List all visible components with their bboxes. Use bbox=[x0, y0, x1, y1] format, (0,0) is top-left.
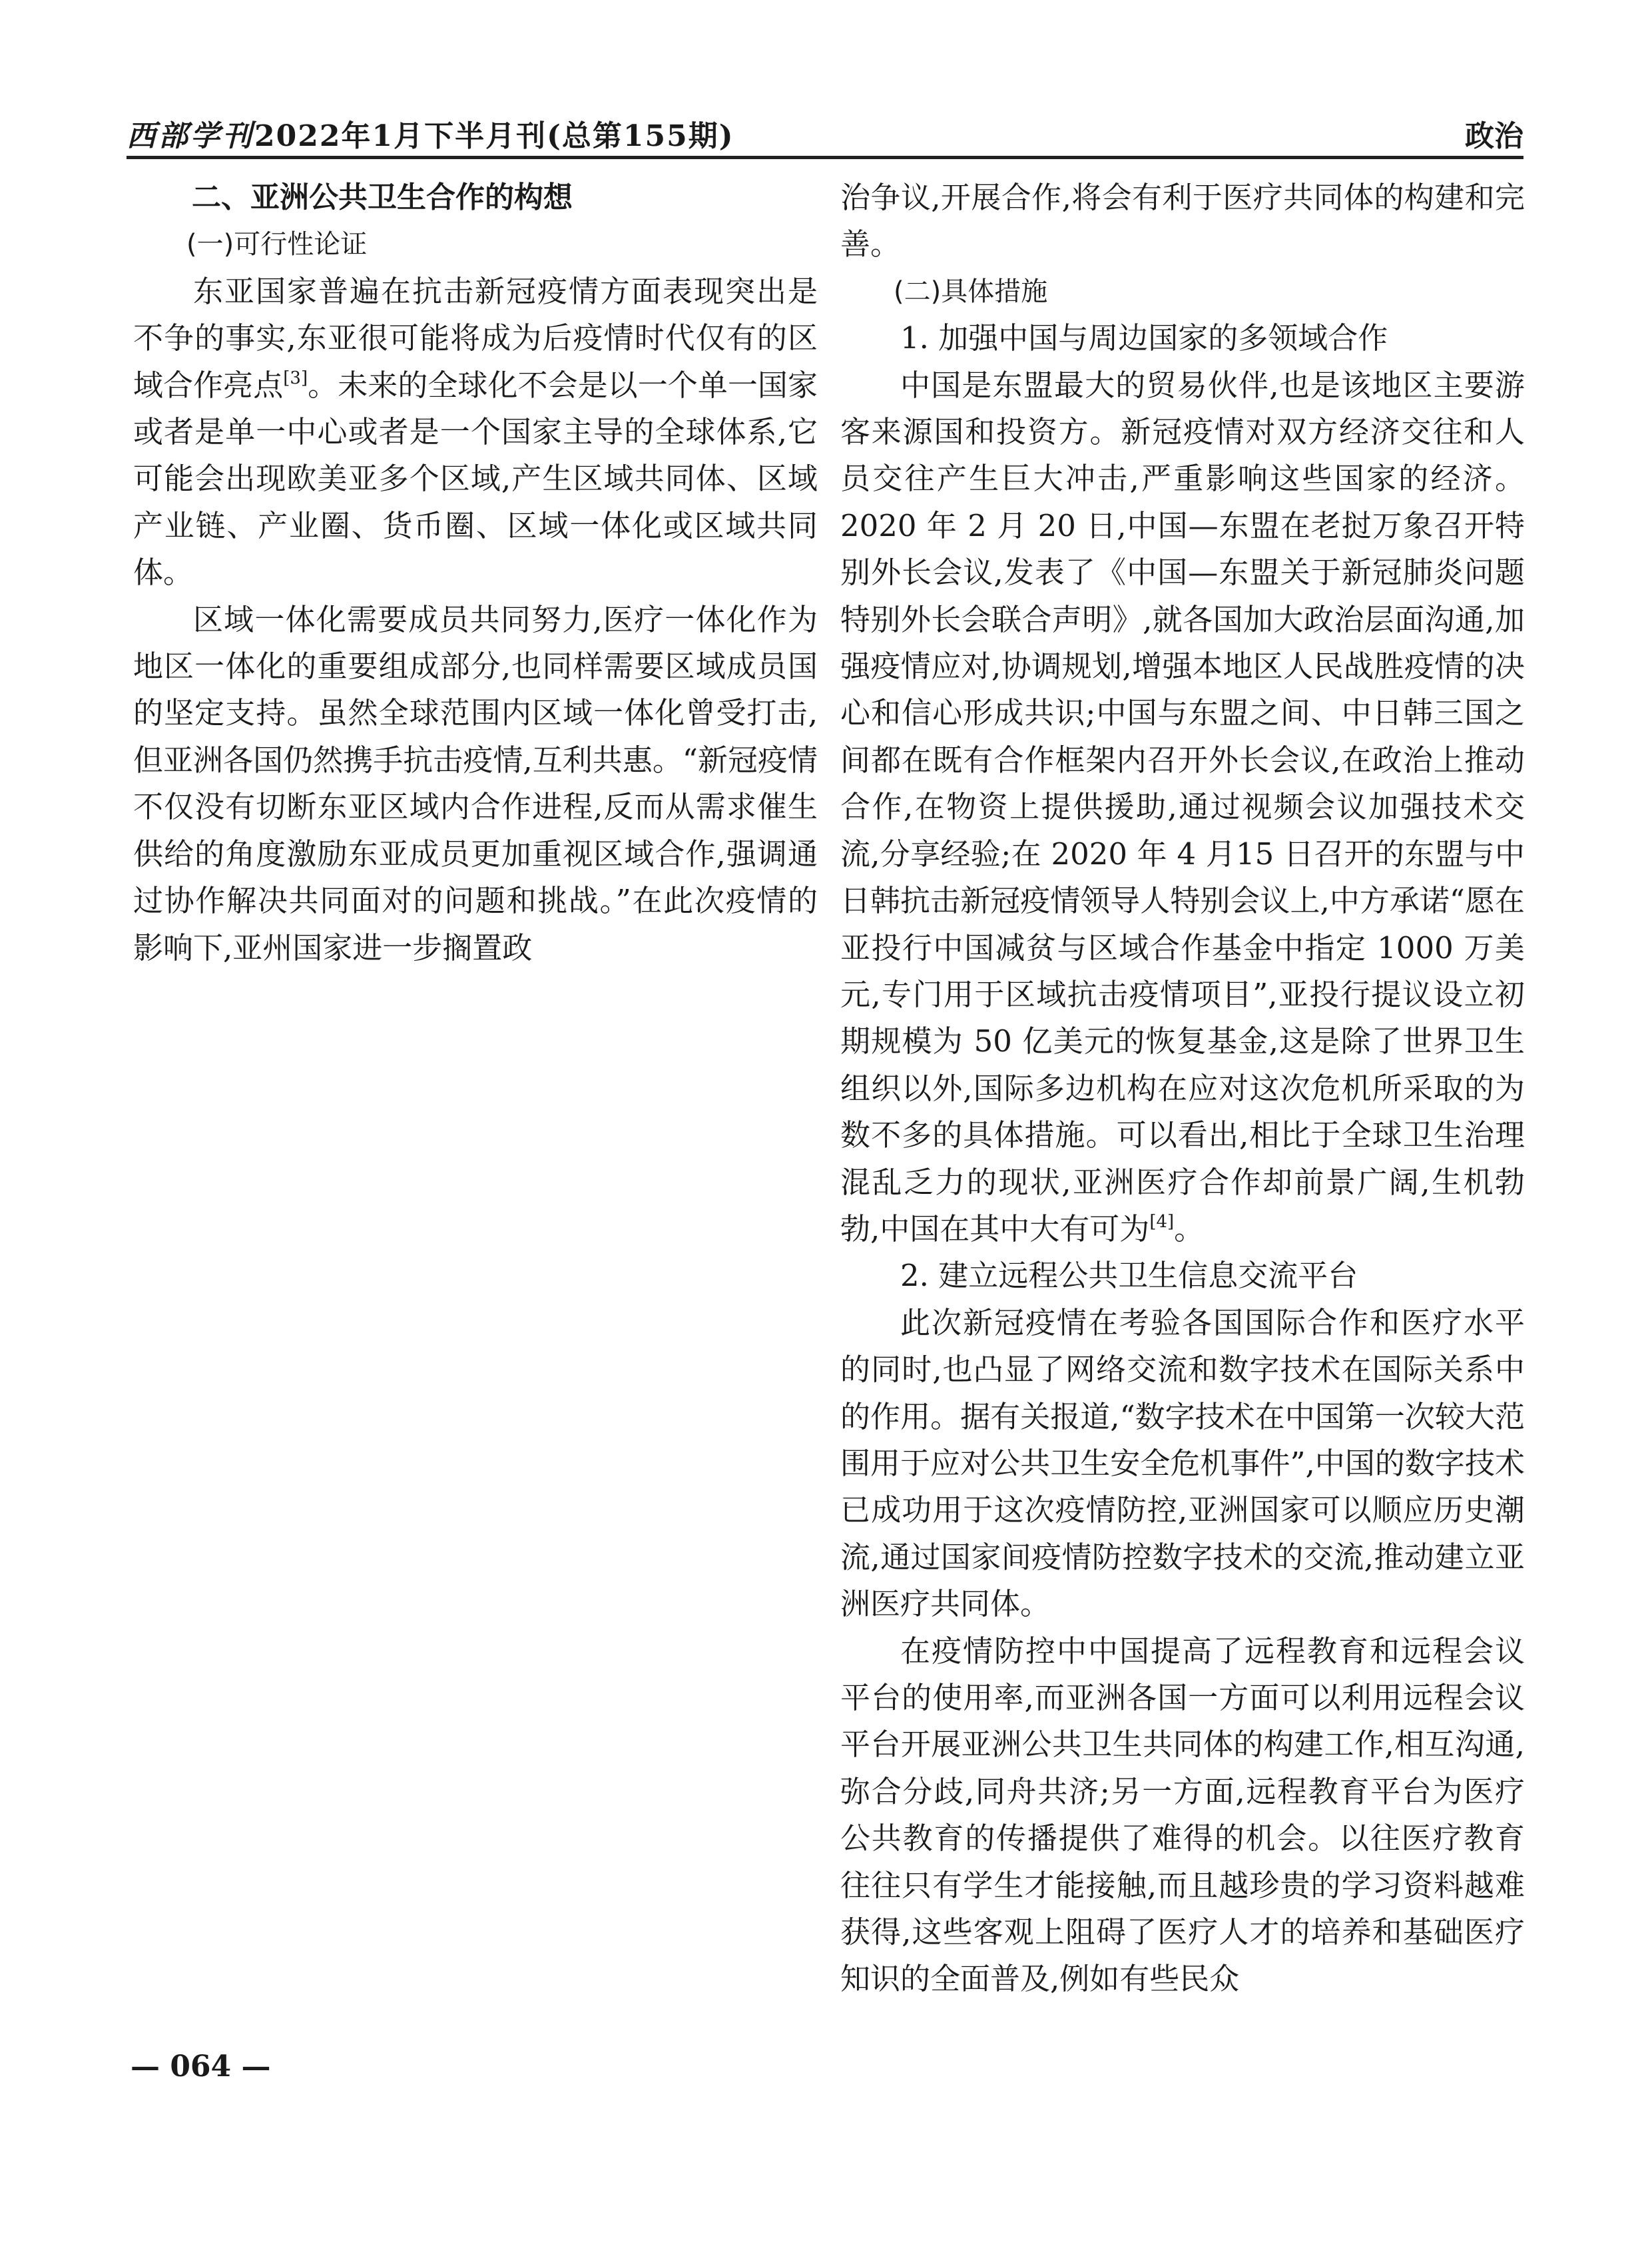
journal-title bbox=[127, 112, 734, 154]
issue-info: 2022年1月下半月刊(总第155期) bbox=[254, 119, 734, 153]
paragraph-text: 。 bbox=[1174, 1211, 1205, 1247]
journal-logo: 西部学刊 bbox=[127, 119, 254, 153]
subsection-heading: (一)可行性论证 bbox=[186, 229, 368, 260]
running-header bbox=[127, 112, 1523, 153]
right-column bbox=[840, 174, 1525, 2003]
subheading: 1. 加强中国与周边国家的多领域合作 bbox=[900, 320, 1388, 356]
left-column bbox=[133, 174, 818, 972]
citation-ref: [4] bbox=[1149, 1211, 1175, 1232]
paragraph-text: 中国是东盟最大的贸易伙伴,也是该地区主要游客来源国和投资方。新冠疫情对双方经济交往和人员交往产生巨大冲击,严重影响这些国家的经济。2020 年 2 月 20 日,中国—东盟在老挝万象召开特别外长会议,发表了《中国—东盟关于新冠肺炎问题特别外长会联合声明》,就各国加大政治层面沟通,加强疫情应对,协调规划,增强本地区人民战胜疫情的决心和信心形成共识;中国与东盟之间、中日韩三国之间都在既有合作框架内召开外长会议,在政治上推动合作,在物资上提供援助,通过视频会议加强技术交流,分享经验;在 2020 年 4 月15 日召开的东盟与中日韩抗击新冠疫情领导人特别会议上,中方承诺“愿在亚投行中国减贫与区域合作基金中指定 1000 万美元,专门用于区域抗击疫情项目”,亚投行提议设立初期规模为 50 亿美元的恢复基金,这是除了世界卫生组织以外,国际多边机构在应对这次危机所采取的为数不多的具体措施。可以看出,相比于全球卫生治理混乱乏力的现状,亚洲医疗合作却前景广阔,生机勃勃,中国在其中大有可为 bbox=[840, 367, 1525, 1247]
subheading: 2. 建立远程公共卫生信息交流平台 bbox=[900, 1258, 1358, 1294]
paragraph: 此次新冠疫情在考验各国国际合作和医疗水平的同时,也凸显了网络交流和数字技术在国际关系中的作用。据有关报道,“数字技术在中国第一次较大范围用于应对公共卫生安全危机事件”,中国的数字技术已成功用于这次疫情防控,亚洲国家可以顺应历史潮流,通过国家间疫情防控数字技术的交流,推动建立亚洲医疗共同体。 bbox=[840, 1304, 1525, 1622]
paragraph bbox=[133, 268, 818, 597]
page-number: — 064 — bbox=[131, 2050, 271, 2084]
subsection-heading: (二)具体措施 bbox=[894, 276, 1048, 307]
paragraph: 区域一体化需要成员共同努力,医疗一体化作为地区一体化的重要组成部分,也同样需要区域成员国的坚定支持。虽然全球范围内区域一体化曾受打击,但亚洲各国仍然携手抗击疫情,互利共惠。“新冠疫情不仅没有切断东亚区域内合作进程,反而从需求催生供给的角度激励东亚成员更加重视区域合作,强调通过协作解决共同面对的问题和挑战。”在此次疫情的影响下,亚州国家进一步搁置政 bbox=[133, 601, 818, 966]
citation-ref: [3] bbox=[283, 368, 308, 388]
paragraph-text: 。未来的全球化不会是以一个单一国家或者是单一中心或者是一个国家主导的全球体系,它可能会出现欧美亚多个区域,产生区域共同体、区域产业链、产业圈、货币圈、区域一体化或区域共同体。 bbox=[133, 367, 818, 591]
section-label: 政治 bbox=[1465, 119, 1523, 153]
paragraph-text: 东亚国家普遍在抗击新冠疫情方面表现突出是不争的事实,东亚很可能将成为后疫情时代仅有的区域合作亮点 bbox=[133, 273, 818, 403]
header-rule bbox=[127, 156, 1523, 159]
section-heading: 二、亚洲公共卫生合作的构想 bbox=[192, 180, 573, 214]
paragraph bbox=[840, 362, 1525, 1253]
paragraph: 治争议,开展合作,将会有利于医疗共同体的构建和完善。 bbox=[840, 180, 1525, 262]
paragraph: 在疫情防控中中国提高了远程教育和远程会议平台的使用率,而亚洲各国一方面可以利用远程会议平台开展亚洲公共卫生共同体的构建工作,相互沟通,弥合分歧,同舟共济;另一方面,远程教育平台为医疗公共教育的传播提供了难得的机会。以往医疗教育往往只有学生才能接触,而且越珍贵的学习资料越难获得,这些客观上阻碍了医疗人才的培养和基础医疗知识的全面普及,例如有些民众 bbox=[840, 1633, 1525, 1997]
